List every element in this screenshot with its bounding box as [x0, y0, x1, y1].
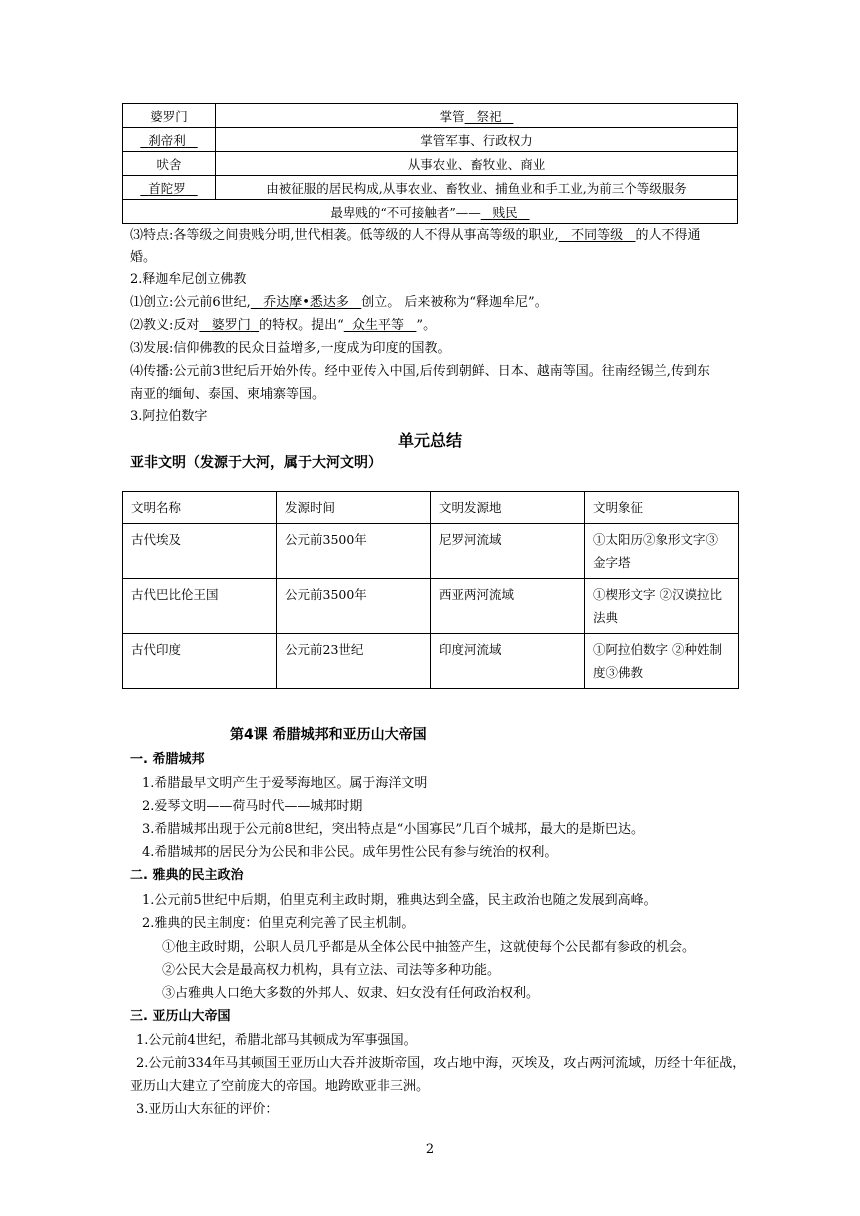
buddhism-spread-2: 南亚的缅甸、泰国、柬埔寨等国。	[130, 387, 326, 402]
list-item: 2.雅典的民主制度：伯里克利完善了民主机制。	[142, 916, 415, 931]
buddhism-development: ⑶发展:信仰佛教的民众日益增多,一度成为印度的国教。	[130, 341, 451, 356]
buddhism-doctrine: ⑵教义:反对 婆罗门 的特权。提出“ 众生平等 ”。	[130, 318, 437, 333]
list-item: 1.公元前4世纪，希腊北部马其顿成为军事强国。	[136, 1033, 417, 1048]
summary-title: 单元总结	[397, 431, 462, 450]
table-cell: 西亚两河流域	[431, 579, 585, 634]
header-cell: 发源时间	[277, 492, 431, 524]
section1-heading: 一. 希腊城邦	[130, 752, 205, 767]
list-item: 1.希腊最早文明产生于爱琴海地区。属于海洋文明	[142, 776, 428, 791]
header-cell: 文明发源地	[431, 492, 585, 524]
table-header-row	[123, 492, 739, 524]
list-item: 1.公元前5世纪中后期，伯里克利主政时期，雅典达到全盛，民主政治也随之发展到高峰。	[142, 893, 657, 908]
list-item: 2.爱琴文明——荷马时代——城邦时期	[142, 799, 363, 814]
caste-desc: 掌管 祭祀	[216, 104, 738, 128]
table-cell: 公元前23世纪	[277, 634, 431, 689]
caste-name: 刹帝利	[123, 128, 216, 152]
list-item-continuation: 亚历山大建立了空前庞大的帝国。地跨欧亚非三洲。	[130, 1079, 430, 1094]
caste-name: 吠舍	[123, 152, 216, 176]
section2-heading: 二. 雅典的民主政治	[130, 868, 244, 883]
table-cell: 公元前3500年	[277, 579, 431, 634]
buddhism-heading: 2.释迦牟尼创立佛教	[130, 272, 247, 287]
table-cell: 古代埃及	[123, 524, 277, 579]
header-cell: 文明象征	[585, 492, 739, 524]
lesson4-title: 第4课 希腊城邦和亚历山大帝国	[230, 727, 427, 743]
table-cell: 古代印度	[123, 634, 277, 689]
table-cell: 古代巴比伦王国	[123, 579, 277, 634]
table-cell: ①太阳历②象形文字③金字塔	[585, 524, 739, 579]
table-row	[123, 200, 738, 224]
list-item: 3.亚历山大东征的评价：	[136, 1102, 279, 1117]
table-cell: 尼罗河流域	[431, 524, 585, 579]
summary-subtitle: 亚非文明（发源于大河，属于大河文明）	[130, 455, 382, 471]
table-cell: ①阿拉伯数字 ②种姓制度③佛教	[585, 634, 739, 689]
buddhism-spread-1: ⑷传播:公元前3世纪后开始外传。经中亚传入中国,后传到朝鲜、日本、越南等国。往南经锡兰,传到东	[130, 364, 710, 379]
caste-table	[122, 103, 738, 224]
table-cell: 公元前3500年	[277, 524, 431, 579]
table-cell: 印度河流域	[431, 634, 585, 689]
list-item: 2.公元前334年马其顿国王亚历山大吞并波斯帝国，攻占地中海，灭埃及，攻占两河流域，历经十年征战，	[136, 1056, 746, 1071]
table-row	[123, 524, 739, 579]
table-cell: ①楔形文字 ②汉谟拉比法典	[585, 579, 739, 634]
list-subitem: ①他主政时期，公职人员几乎都是从全体公民中抽签产生，这就使每个公民都有参政的机会。	[162, 940, 696, 955]
summary-table	[122, 491, 739, 689]
list-subitem: ②公民大会是最高权力机构，具有立法、司法等多种功能。	[162, 963, 501, 978]
caste-name: 首陀罗	[123, 176, 216, 200]
section3-heading: 三. 亚历山大帝国	[130, 1009, 231, 1024]
table-row	[123, 579, 739, 634]
header-cell: 文明名称	[123, 492, 277, 524]
table-row	[123, 634, 739, 689]
arabic-numerals-heading: 3.阿拉伯数字	[130, 409, 208, 424]
caste-desc: 由被征服的居民构成,从事农业、畜牧业、捕鱼业和手工业,为前三个等级服务	[216, 176, 738, 200]
list-item: 3.希腊城邦出现于公元前8世纪，突出特点是“小国寡民”几百个城邦，最大的是斯巴达。	[142, 822, 644, 837]
list-item: 4.希腊城邦的居民分为公民和非公民。成年男性公民有参与统治的权利。	[142, 845, 558, 860]
caste-desc: 掌管军事、行政权力	[216, 128, 738, 152]
features-line-1: ⑶特点:各等级之间贵贱分明,世代相袭。低等级的人不得从事高等级的职业, 不同等级 的人不得通	[130, 228, 701, 243]
table-row	[123, 152, 738, 176]
caste-footer: 最卑贱的“不可接触者”—— 贱民	[123, 200, 738, 224]
features-line-2: 婚。	[130, 250, 157, 265]
list-subitem: ③占雅典人口绝大多数的外邦人、奴隶、妇女没有任何政治权利。	[162, 986, 540, 1001]
table-row	[123, 104, 738, 128]
caste-name: 婆罗门	[123, 104, 216, 128]
page-number: 2	[425, 1142, 435, 1157]
table-row	[123, 128, 738, 152]
caste-desc: 从事农业、畜牧业、商业	[216, 152, 738, 176]
buddhism-founding: ⑴创立:公元前6世纪, 乔达摩•悉达多 创立。 后来被称为“释迦牟尼”。	[130, 295, 548, 310]
table-row	[123, 176, 738, 200]
